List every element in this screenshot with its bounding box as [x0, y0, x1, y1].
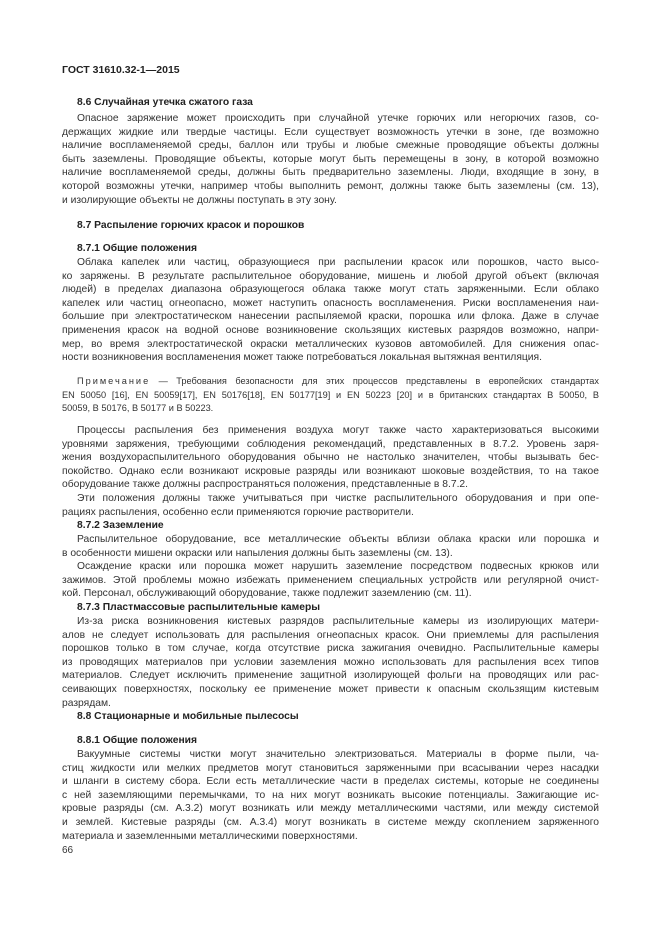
paragraph — [62, 560, 599, 601]
text-line: Облака капелек или частиц, образующиеся при распылении красок или порошков, часто высо- — [77, 257, 599, 268]
text-line: оборудование также должны распространяться положения, представленные в 8.7.2. — [62, 479, 469, 491]
text-line: быть заземлены. Проводящие объекты, которые могут быть перемещены в зону, в которой возможно — [62, 153, 599, 165]
paragraph — [62, 424, 599, 492]
paragraph — [62, 615, 599, 710]
page-number: 66 — [62, 845, 74, 856]
paragraph — [62, 492, 599, 519]
text-line: и землей. Кистевые разряды (см. А.3.4) могут возникать в системе между скоплением заряженного — [62, 816, 599, 828]
text-line: наличие воспламеняемой среды, должны быть предварительно заземлены. Люди, входящие в зону, в — [62, 167, 599, 179]
text-line: алов не следует использовать для распыления огнеопасных красок. Они приемлемы для распыления — [62, 629, 599, 641]
text-line: Распылительное оборудование, все металлические объекты вблизи облака краски или порошка и — [77, 534, 599, 545]
text-line: сеивающих поверхностях, поскольку ее применение может привести к опасным скользящим кистевым — [62, 683, 599, 695]
text-line: Осаждение краски или порошка может нарушить заземление посредством подвесных крюков или — [77, 561, 599, 572]
paragraph — [62, 112, 599, 207]
section-heading — [62, 219, 599, 233]
text-line: Эти положения должны также учитываться при чистке распылительного оборудования и при опе- — [77, 493, 599, 504]
text-line: покойство. Однако если возникают искровые разряды или возникают шоковые воздействия, то на такое — [62, 465, 599, 477]
text-line: и изолирующие объекты не должны поступать в эту зону. — [62, 194, 337, 206]
section-heading — [62, 734, 599, 748]
section-heading — [62, 710, 599, 724]
text-line: уровнями заряжения, требующими соблюдения рекомендаций, представленных в 8.7.2. Уровень заря- — [62, 438, 599, 450]
note-paragraph — [62, 375, 599, 416]
section-heading-text: 8.8.1 Общие положения — [77, 735, 197, 746]
section-heading-text: 8.7.3 Пластмассовые распылительные камеры — [77, 602, 321, 613]
text-line: зажимов. Этой проблемы можно избежать применением специальных устройств или регулярной очист- — [62, 574, 599, 586]
section-heading-text: 8.8 Стационарные и мобильные пылесосы — [77, 711, 299, 722]
text-line: порошков только в том случае, когда отсутствие риска зажигания очевидно. Распылительные камеры — [62, 643, 599, 655]
text-line: Из-за риска возникновения кистевых разрядов распылительные камеры из изолирующих матери- — [77, 616, 599, 627]
section-heading-text: 8.7 Распыление горючих красок и порошков — [77, 220, 305, 231]
text-line: и шланги в систему сбора. Если есть металлические части в пределах системы, которые не соединены — [62, 776, 599, 788]
text-line: стиц жидкости или мелких предметов могут становиться заряженными при всасывании через насадки — [62, 762, 599, 774]
text-line: кровые разряды (см. А.3.2) могут возникать или между металлическими частями, или между системой — [62, 803, 599, 815]
text-line: материалов. Следует исключить применение защитной изолирующей фольги на проводящих или рас- — [62, 670, 599, 682]
text-line: Вакуумные системы чистки могут значительно электризоваться. Материалы в форме пыли, ча- — [77, 749, 599, 760]
section-heading — [62, 601, 599, 615]
text-line: рациях распыления, особенно если применяются горючие растворители. — [62, 506, 414, 518]
text-line: разрядам. — [62, 697, 111, 709]
text-line — [62, 375, 599, 389]
text-line: Опасное заряжение может происходить при случайной утечке горючих или негорючих газов, со- — [77, 113, 599, 124]
note-text: — Требования безопасности для этих процессов представлены в европейских стандартах — [150, 376, 599, 386]
section-heading-text: 8.7.2 Заземление — [77, 520, 164, 531]
text-line: мер, во время электростатической окраски металлических кузовов автомобилей. Для снижения опас- — [62, 338, 599, 350]
section-heading — [62, 96, 599, 110]
text-line: наличие воспламеняемой среды, баллон или трубы и любые смежные проводящие объекты должны — [62, 140, 599, 152]
text-line: Процессы распыления без применения воздуха могут также часто характеризоваться высокими — [77, 425, 599, 436]
text-line: материала и заземленными металлическими поверхностями. — [62, 830, 358, 842]
text-line: держащих жидкие или твердые частицы. Если существует возможность утечки в зоне, где возможно — [62, 126, 599, 138]
text-line: применения красок на водной основе возникновение скользящих кистевых разрядов возможно, напри- — [62, 324, 599, 336]
section-heading — [62, 242, 599, 256]
text-line: которой возможны утечки, например чтобы выполнить ремонт, должны также быть заземлены (см. 13), — [62, 180, 599, 192]
text-line: в особенности мишени окраски или напыления должны быть заземлены (см. 13). — [62, 547, 453, 559]
text-line: с ней заземляющими перемычками, то на них могут возникать высокие потенциалы. Зажигающие ис- — [62, 789, 599, 801]
section-heading — [62, 519, 599, 533]
paragraph — [62, 748, 599, 843]
paragraph — [62, 533, 599, 560]
text-line: людей) в пределах диапазона образующегося облака также могут стать заряженными. Если облако — [62, 284, 599, 296]
section-heading-text: 8.7.1 Общие положения — [77, 243, 197, 254]
text-line: 50059, В 50176, В 50177 и В 50223. — [62, 403, 214, 414]
text-line: ности возникновения воспламенения может также потребоваться локальная вытяжная вентиляция. — [62, 352, 542, 364]
note-label: Примечание — [77, 376, 151, 386]
paragraph — [62, 256, 599, 365]
text-line: большие при электростатическом нанесении распыляемой краски, порошка или флока. Даже в случае — [62, 311, 599, 323]
text-line: из проводящих материалов при условии заземления можно использовать для распыления всех типов — [62, 656, 599, 668]
text-line: жения воздухораспылительного оборудования обычно не настолько значителен, чтобы вызывать бес- — [62, 452, 599, 464]
text-line: кой. Персонал, обслуживающий оборудование, также подлежит заземлению (см. 11). — [62, 588, 472, 600]
document-id: ГОСТ 31610.32-1—2015 — [62, 64, 180, 76]
text-line: EN 50050 [16], EN 50059[17], EN 50176[18], EN 50177[19] и EN 50223 [20] и в британских стандартах В 50050, В — [62, 389, 599, 400]
section-heading-text: 8.6 Случайная утечка сжатого газа — [77, 97, 253, 108]
text-line: ко заряжены. В результате распылительное оборудование, мишень и любой другой объект (включая — [62, 270, 599, 282]
text-line: капелек или частиц огнеопасно, может наступить опасность воспламенения. Риски воспламенения наи- — [62, 297, 599, 309]
